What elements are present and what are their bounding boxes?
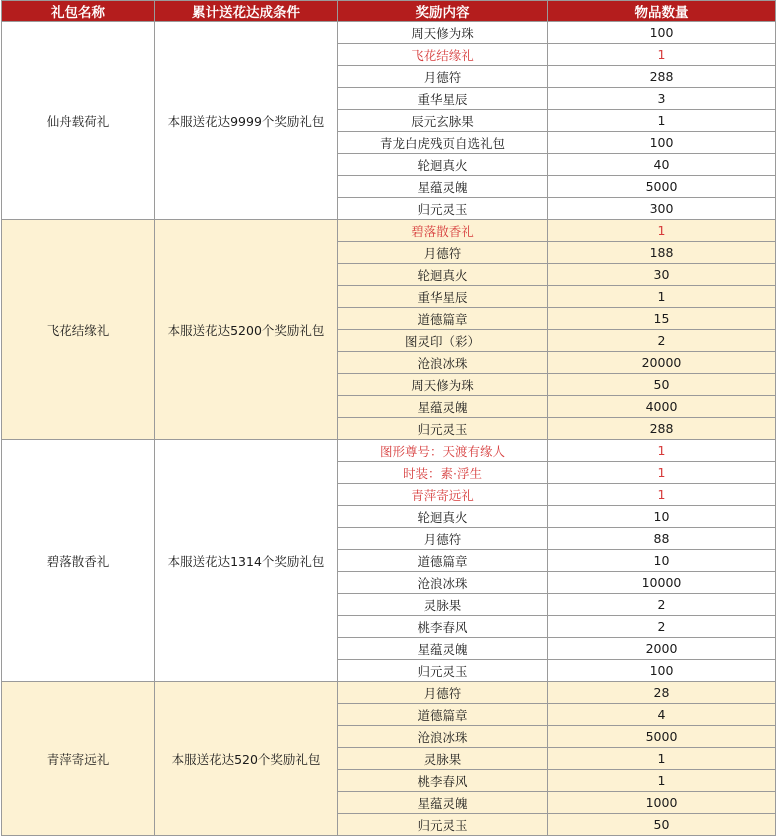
reward-item-cell: 道德篇章 <box>338 550 548 572</box>
reward-qty-cell: 20000 <box>548 352 776 374</box>
reward-qty-cell: 100 <box>548 660 776 682</box>
gift-group <box>2 22 776 220</box>
reward-item-cell: 星蕴灵魄 <box>338 638 548 660</box>
reward-item-cell: 归元灵玉 <box>338 814 548 836</box>
reward-item-cell: 灵脉果 <box>338 748 548 770</box>
reward-item-cell: 沧浪冰珠 <box>338 726 548 748</box>
condition-cell: 本服送花达9999个奖励礼包 <box>155 22 338 220</box>
header-reward-content: 奖励内容 <box>338 1 548 22</box>
reward-item-cell: 沧浪冰珠 <box>338 352 548 374</box>
reward-qty-cell: 100 <box>548 22 776 44</box>
reward-item-cell: 桃李春风 <box>338 770 548 792</box>
header-item-quantity: 物品数量 <box>548 1 776 22</box>
condition-cell: 本服送花达1314个奖励礼包 <box>155 440 338 682</box>
reward-qty-cell: 1000 <box>548 792 776 814</box>
reward-qty-cell: 2 <box>548 594 776 616</box>
reward-item-cell: 灵脉果 <box>338 594 548 616</box>
reward-qty-cell: 1 <box>548 484 776 506</box>
reward-qty-cell: 188 <box>548 242 776 264</box>
reward-qty-cell: 1 <box>548 286 776 308</box>
reward-item-cell: 归元灵玉 <box>338 198 548 220</box>
reward-qty-cell: 288 <box>548 66 776 88</box>
reward-item-cell: 月德符 <box>338 682 548 704</box>
reward-qty-cell: 2 <box>548 330 776 352</box>
reward-qty-cell: 4000 <box>548 396 776 418</box>
reward-qty-cell: 50 <box>548 814 776 836</box>
reward-item-cell: 星蕴灵魄 <box>338 396 548 418</box>
reward-item-cell: 重华星辰 <box>338 88 548 110</box>
header-condition: 累计送花达成条件 <box>155 1 338 22</box>
reward-item-cell: 归元灵玉 <box>338 418 548 440</box>
reward-qty-cell: 1 <box>548 748 776 770</box>
reward-item-cell: 图灵印（彩） <box>338 330 548 352</box>
gift-name-cell: 仙舟载荷礼 <box>2 22 155 220</box>
reward-qty-cell: 1 <box>548 220 776 242</box>
reward-item-cell: 轮迴真火 <box>338 264 548 286</box>
reward-qty-cell: 15 <box>548 308 776 330</box>
table-row <box>2 22 776 44</box>
reward-item-cell: 道德篇章 <box>338 704 548 726</box>
reward-qty-cell: 10000 <box>548 572 776 594</box>
gift-name-cell: 飞花结缘礼 <box>2 220 155 440</box>
reward-item-cell: 沧浪冰珠 <box>338 572 548 594</box>
reward-qty-cell: 1 <box>548 44 776 66</box>
reward-qty-cell: 40 <box>548 154 776 176</box>
reward-item-cell: 归元灵玉 <box>338 660 548 682</box>
reward-item-cell: 周天修为珠 <box>338 22 548 44</box>
reward-item-cell: 周天修为珠 <box>338 374 548 396</box>
reward-item-cell: 飞花结缘礼 <box>338 44 548 66</box>
reward-item-cell: 碧落散香礼 <box>338 220 548 242</box>
reward-item-cell: 月德符 <box>338 66 548 88</box>
reward-item-cell: 重华星辰 <box>338 286 548 308</box>
reward-qty-cell: 50 <box>548 374 776 396</box>
reward-qty-cell: 100 <box>548 132 776 154</box>
reward-qty-cell: 5000 <box>548 726 776 748</box>
reward-item-cell: 时装：素·浮生 <box>338 462 548 484</box>
condition-cell: 本服送花达5200个奖励礼包 <box>155 220 338 440</box>
reward-qty-cell: 2 <box>548 616 776 638</box>
reward-qty-cell: 30 <box>548 264 776 286</box>
reward-item-cell: 轮迴真火 <box>338 154 548 176</box>
gift-reward-table <box>1 0 776 836</box>
gift-group <box>2 220 776 440</box>
gift-name-cell: 碧落散香礼 <box>2 440 155 682</box>
reward-qty-cell: 288 <box>548 418 776 440</box>
header-row <box>2 1 776 22</box>
reward-item-cell: 青龙白虎残页自选礼包 <box>338 132 548 154</box>
reward-qty-cell: 28 <box>548 682 776 704</box>
reward-item-cell: 星蕴灵魄 <box>338 176 548 198</box>
table-row <box>2 220 776 242</box>
reward-item-cell: 月德符 <box>338 242 548 264</box>
table-row <box>2 682 776 704</box>
reward-item-cell: 桃李春风 <box>338 616 548 638</box>
reward-qty-cell: 4 <box>548 704 776 726</box>
reward-qty-cell: 88 <box>548 528 776 550</box>
table-row <box>2 440 776 462</box>
reward-qty-cell: 10 <box>548 550 776 572</box>
reward-item-cell: 月德符 <box>338 528 548 550</box>
reward-item-cell: 青萍寄远礼 <box>338 484 548 506</box>
gift-group <box>2 440 776 682</box>
condition-cell: 本服送花达520个奖励礼包 <box>155 682 338 836</box>
reward-item-cell: 星蕴灵魄 <box>338 792 548 814</box>
reward-qty-cell: 10 <box>548 506 776 528</box>
reward-item-cell: 道德篇章 <box>338 308 548 330</box>
gift-name-cell: 青萍寄远礼 <box>2 682 155 836</box>
reward-qty-cell: 1 <box>548 462 776 484</box>
gift-group <box>2 682 776 836</box>
reward-qty-cell: 2000 <box>548 638 776 660</box>
reward-qty-cell: 1 <box>548 110 776 132</box>
reward-qty-cell: 1 <box>548 770 776 792</box>
reward-item-cell: 辰元玄脉果 <box>338 110 548 132</box>
header-gift-name: 礼包名称 <box>2 1 155 22</box>
reward-item-cell: 图形尊号：天渡有缘人 <box>338 440 548 462</box>
reward-qty-cell: 5000 <box>548 176 776 198</box>
reward-item-cell: 轮迴真火 <box>338 506 548 528</box>
reward-qty-cell: 3 <box>548 88 776 110</box>
reward-qty-cell: 300 <box>548 198 776 220</box>
reward-qty-cell: 1 <box>548 440 776 462</box>
